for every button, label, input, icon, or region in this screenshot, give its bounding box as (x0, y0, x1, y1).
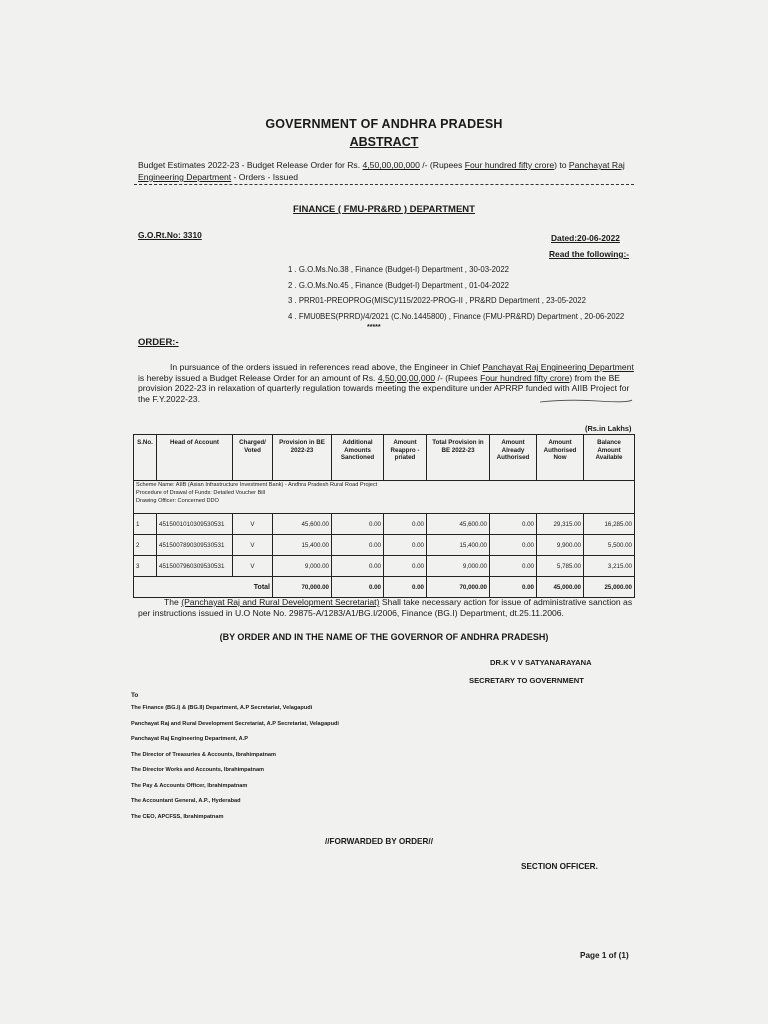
read-following: Read the following:- (549, 249, 630, 259)
total-reappropriated: 0.00 (384, 577, 427, 598)
total-balance: 25,000.00 (584, 577, 635, 598)
cell-provision: 15,400.00 (273, 535, 332, 556)
cell-already-authorised: 0.00 (490, 514, 537, 535)
cell-sno: 1 (134, 514, 157, 535)
col-header: Total Provision in BE 2022-23 (427, 435, 490, 481)
cell-total-provision: 45,600.00 (427, 514, 490, 535)
cell-reappropriated: 0.00 (384, 556, 427, 577)
total-authorised-now: 45,000.00 (537, 577, 584, 598)
table-row (134, 514, 635, 535)
subject-dept-2: Engineering Department (138, 172, 232, 182)
col-header: Amount Reappro -priated (384, 435, 427, 481)
cell-additional: 0.00 (332, 535, 384, 556)
subject-amount: 4,50,00,00,000 (362, 160, 420, 170)
col-header: Balance Amount Available (584, 435, 635, 481)
total-total-provision: 70,000.00 (427, 577, 490, 598)
total-row (134, 577, 635, 598)
col-header: S.No. (134, 435, 157, 481)
total-additional: 0.00 (332, 577, 384, 598)
pen-stroke (538, 398, 634, 404)
cell-balance: 5,500.00 (584, 535, 635, 556)
subject-dept: Panchayat Raj (568, 160, 625, 170)
cell-balance: 3,215.00 (584, 556, 635, 577)
instruction-paragraph: The (Panchayat Raj and Rural Development Secretariat) Shall take necessary action for issue of administrative sanction as per instructions issued in U.O Note No. 29875-A/1283/A1/BG.I/2006, Finance (BG.I) Department, dt.25.11.2006. (138, 597, 633, 618)
table-row (134, 535, 635, 556)
drawing-officer: Drawing Officer: Concerned DDO (136, 498, 219, 504)
cell-head-of-account: 4515007890309530531 (157, 535, 233, 556)
recipient-item: The Accountant General, A.P., Hyderabad (131, 798, 241, 804)
recipient-item: The Director of Treasuries & Accounts, Ibrahimpatnam (131, 751, 276, 758)
section-officer: SECTION OFFICER. (521, 862, 598, 871)
cell-authorised-now: 5,785.00 (537, 556, 584, 577)
cell-provision: 45,600.00 (273, 514, 332, 535)
cell-reappropriated: 0.00 (384, 535, 427, 556)
cell-additional: 0.00 (332, 556, 384, 577)
col-header: Amount Already Authorised (490, 435, 537, 481)
cell-reappropriated: 0.00 (384, 514, 427, 535)
order-dept: Panchayat Raj Engineering Department (482, 362, 634, 372)
by-order-line: (BY ORDER AND IN THE NAME OF THE GOVERNOR OF ANDHRA PRADESH) (219, 632, 549, 642)
recipients-list (131, 705, 339, 829)
col-header: Amount Authorised Now (537, 435, 584, 481)
cell-already-authorised: 0.00 (490, 535, 537, 556)
drawal-procedure: Procedure of Drawal of Funds: Detailed Voucher Bill (136, 490, 266, 496)
signatory-designation: SECRETARY TO GOVERNMENT (469, 676, 584, 685)
subject-amount-words: Four hundred fifty crore (464, 160, 555, 170)
page-number: Page 1 of (1) (580, 951, 629, 960)
stars-separator: ***** (367, 324, 381, 331)
order-heading: ORDER:- (138, 337, 179, 348)
recipient-item: The Director Works and Accounts, Ibrahimpatnam (131, 767, 265, 773)
cell-provision: 9,000.00 (273, 556, 332, 577)
order-paragraph: In pursuance of the orders issued in references read above, the Engineer in Chief Panchayat Raj Engineering Department is hereby issued a Budget Release Order for an amount of Rs. 4,50,00,00,000 /- (Rupees Four hundred fifty crore) from the BE provision 2022-23 in relaxation of quarterly regulation towards meeting the expenditure under APRRP funded with AIIB Project for the F.Y.2022-23. (138, 362, 634, 404)
cell-charged-voted: V (233, 535, 273, 556)
recipient-item: The Finance (BG.I) & (BG.II) Department, A.P Secretariat, Velagapudi (131, 705, 313, 711)
reference-item: 2 . G.O.Ms.No.45 , Finance (Budget-I) Department , 01-04-2022 (288, 280, 510, 290)
references-list (288, 265, 624, 327)
cell-already-authorised: 0.00 (490, 556, 537, 577)
forwarded-by-order: //FORWARDED BY ORDER// (325, 837, 433, 846)
abstract-heading: ABSTRACT (349, 135, 419, 149)
cell-additional: 0.00 (332, 514, 384, 535)
reference-item: 3 . PRR01-PREOPROG(MISC)/115/2022-PROG-II , PR&RD Department , 23-05-2022 (288, 296, 586, 305)
budget-table (133, 434, 635, 598)
cell-authorised-now: 29,315.00 (537, 514, 584, 535)
cell-total-provision: 15,400.00 (427, 535, 490, 556)
reference-item: 4 . FMU0BES(PRRD)/4/2021 (C.No.1445800) , Finance (FMU-PR&RD) Department , 20-06-2022 (288, 311, 625, 321)
scheme-details (134, 481, 635, 514)
col-header: Provision in BE 2022-23 (273, 435, 332, 481)
government-title: GOVERNMENT OF ANDHRA PRADESH (265, 117, 503, 131)
cell-total-provision: 9,000.00 (427, 556, 490, 577)
go-number: G.O.Rt.No: 3310 (138, 230, 202, 240)
col-header: Charged/ Voted (233, 435, 273, 481)
total-already-authorised: 0.00 (490, 577, 537, 598)
recipient-item: The Pay & Accounts Officer, Ibrahimpatnam (131, 782, 248, 789)
reference-item: 1 . G.O.Ms.No.38 , Finance (Budget-I) Department , 30-03-2022 (288, 265, 510, 274)
cell-balance: 16,285.00 (584, 514, 635, 535)
col-header: Head of Account (157, 435, 233, 481)
recipient-item: Panchayat Raj Engineering Department, A.P (131, 736, 248, 742)
cell-head-of-account: 4515007960309530531 (157, 556, 233, 577)
col-header: Additional Amounts Sanctioned (332, 435, 384, 481)
signatory-name: DR.K V V SATYANARAYANA (490, 658, 592, 667)
scheme-row (134, 481, 635, 514)
dashed-divider (134, 184, 634, 185)
cell-charged-voted: V (233, 556, 273, 577)
cell-sno: 3 (134, 556, 157, 577)
recipient-item: Panchayat Raj and Rural Development Secretariat, A.P Secretariat, Velagapudi (131, 720, 339, 727)
table-header-row (134, 435, 635, 481)
cell-head-of-account: 4515001010309530531 (157, 514, 233, 535)
order-amount: 4,50,00,00,000 (377, 372, 436, 383)
order-date: Dated:20-06-2022 (551, 233, 620, 243)
table-row (134, 556, 635, 577)
cell-sno: 2 (134, 535, 157, 556)
total-provision: 70,000.00 (273, 577, 332, 598)
cell-authorised-now: 9,900.00 (537, 535, 584, 556)
cell-charged-voted: V (233, 514, 273, 535)
table-units: (Rs.in Lakhs) (585, 424, 632, 433)
to-label: To (131, 692, 139, 699)
subject-line: Budget Estimates 2022-23 - Budget Release Order for Rs. 4,50,00,00,000 /- (Rupees Four hundred fifty crore) to Panchayat Raj Engineering Department - Orders - Issued (138, 160, 625, 182)
recipient-item: The CEO, APCFSS, Ibrahimpatnam (131, 813, 224, 820)
total-label: Total (134, 577, 273, 598)
scheme-name: Scheme Name: AIIB (Asian Infrastructure Investment Bank) - Andhra Pradesh Rural Road Project (136, 482, 378, 488)
department-heading: FINANCE ( FMU-PR&RD ) DEPARTMENT (293, 204, 475, 215)
secretariat-name: (Panchayat Raj and Rural Development Secretariat) (181, 597, 380, 607)
order-amount-words: Four hundred fifty crore (480, 372, 570, 383)
